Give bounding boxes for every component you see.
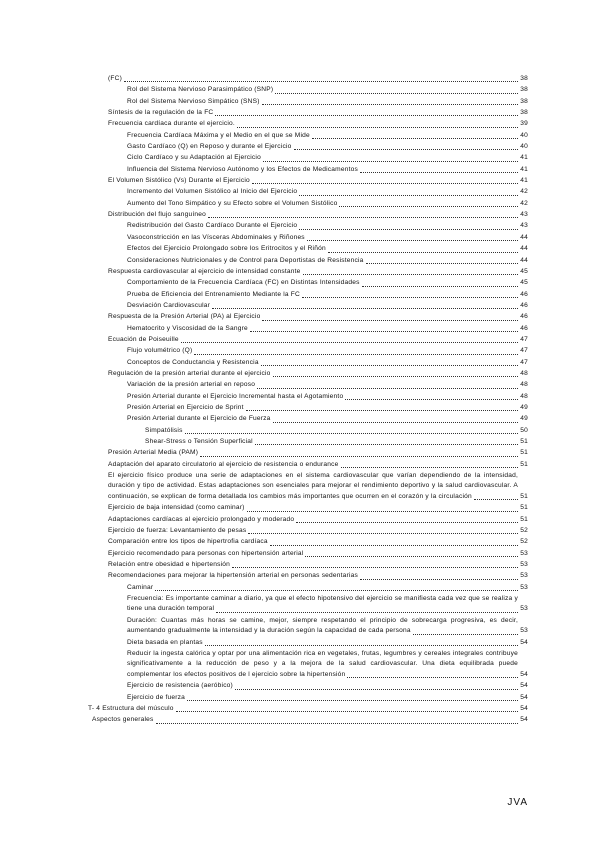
toc-entry[interactable] (0, 84, 600, 95)
toc-page-number: 46 (519, 300, 528, 311)
toc-page-number: 51 (519, 459, 528, 470)
toc-page-number: 54 (519, 670, 528, 680)
toc-page-number: 38 (519, 96, 528, 107)
toc-page-number: 53 (519, 582, 528, 593)
toc-entry-title: Adaptaciones cardíacas al ejercicio prolongado y moderado (108, 515, 295, 523)
toc-entry[interactable] (0, 220, 600, 231)
toc-dot-leader (262, 104, 520, 105)
toc-page-number: 54 (519, 637, 528, 648)
toc-dot-leader (255, 444, 520, 445)
toc-dot-leader (156, 723, 520, 724)
toc-page-number: 41 (519, 164, 528, 175)
toc-entry[interactable] (0, 175, 600, 186)
toc-entry[interactable] (0, 471, 600, 502)
toc-entry-title: Respuesta cardiovascular al ejercicio de intensidad constante (108, 267, 301, 275)
toc-dot-leader (212, 308, 520, 309)
toc-entry-title: Efectos del Ejercicio Prolongado sobre los Eritrocitos y el Riñón (127, 245, 326, 253)
toc-entry[interactable] (0, 548, 600, 559)
toc-page-number: 51 (519, 502, 528, 513)
toc-dot-leader (296, 522, 520, 523)
toc-dot-leader (413, 634, 520, 635)
toc-dot-leader (362, 286, 520, 287)
toc-page-number: 47 (519, 357, 528, 368)
toc-entry-title: Presión Arterial durante el Ejercicio Incremental hasta el Agotamiento (127, 392, 344, 400)
toc-dot-leader (200, 456, 520, 457)
toc-entry[interactable] (0, 266, 600, 277)
toc-entry-title: Aumento del Tono Simpático y su Efecto sobre el Volumen Sistólico (127, 199, 338, 207)
toc-entry-title: Distribución del flujo sanguíneo (108, 211, 207, 219)
toc-page-number: 52 (519, 536, 528, 547)
toc-page-number: 53 (519, 559, 528, 570)
toc-page-number: 48 (519, 379, 528, 390)
toc-page-number: 54 (519, 703, 528, 714)
toc-entry-title: Ejercicio de fuerza (127, 693, 186, 701)
toc-entry-title: Síntesis de la regulación de la FC (108, 109, 214, 117)
toc-dot-leader (294, 149, 521, 150)
toc-entry-title: Aspectos generales (92, 716, 154, 724)
toc-page-number: 44 (519, 243, 528, 254)
toc-entry-title: Ciclo Cardíaco y su Adaptación al Ejercicio (127, 154, 261, 162)
toc-page-number: 47 (519, 345, 528, 356)
toc-entry[interactable] (0, 243, 600, 254)
toc-page-number: 38 (519, 73, 528, 84)
toc-entry-title: Caminar (127, 583, 154, 591)
footer-initials: JVA (507, 797, 528, 808)
toc-entry-title: Rol del Sistema Nervioso Simpático (SNS) (127, 97, 260, 105)
toc-page-number: 54 (519, 680, 528, 691)
toc-page-number: 48 (519, 368, 528, 379)
toc-dot-leader (246, 410, 520, 411)
toc-entry[interactable] (0, 594, 600, 615)
toc-entry-title: Reducir la ingesta calórica y optar por una alimentación rica en vegetales, frutas, legumbres y cereales integrales contribuye significativamente a la reducción de peso y a la mejora de la salud cardiovascular. Una dieta equilibrada puede complementar los efectos positivos de l ejercicio sobre la hipertensión (127, 649, 518, 678)
toc-entry[interactable] (0, 459, 600, 470)
toc-entry-title: Ecuación de Poiseuille (108, 335, 179, 343)
toc-entry[interactable] (0, 425, 600, 436)
toc-entry[interactable] (0, 582, 600, 593)
toc-entry-title: Dieta basada en plantas (127, 638, 203, 646)
toc-entry[interactable] (0, 164, 600, 175)
toc-entry-title: Presión Arterial durante el Ejercicio de Fuerza (127, 415, 271, 423)
toc-entry[interactable] (0, 402, 600, 413)
toc-entry-title: El ejercicio físico produce una serie de adaptaciones en el sistema cardiovascular que varían dependiendo de la intensidad, duración y tipo de actividad. Estas adaptaciones son esenciales para mejorar el rendimiento deportivo y la salud cardiovascular. A continuación, se explican de forma detallada los cambios más importantes que ocurren en el corazón y la circulación (108, 472, 518, 500)
toc-page-number: 49 (519, 413, 528, 424)
toc-entry-title: Regulación de la presión arterial durante el ejercicio (108, 369, 271, 377)
toc-entry[interactable] (0, 209, 600, 220)
toc-entry-title: Rol del Sistema Nervioso Parasimpático (SNP) (127, 86, 274, 94)
toc-dot-leader (347, 677, 520, 678)
toc-dot-leader (366, 263, 520, 264)
toc-page-number: 54 (519, 692, 528, 703)
toc-entry-title: Consideraciones Nutricionales y de Control para Deportistas de Resistencia (127, 256, 364, 264)
toc-dot-leader (261, 365, 520, 366)
toc-entry[interactable] (0, 703, 600, 714)
toc-entry[interactable] (0, 436, 600, 447)
toc-page-number: 39 (519, 118, 528, 129)
toc-page-number: 38 (519, 84, 528, 95)
toc-dot-leader (328, 252, 520, 253)
toc-dot-leader (307, 240, 520, 241)
toc-dot-leader (248, 533, 520, 534)
toc-entry-title: Frecuencia: Es importante caminar a diario, ya que el efecto hipotensivo del ejercicio se manifiesta cada vez que se realiza y tiene una duración temporal (127, 595, 518, 613)
toc-entry-title: Respuesta de la Presión Arterial (PA) al Ejercicio (108, 313, 261, 321)
toc-entry[interactable] (0, 130, 600, 141)
toc-entry-title: Redistribución del Gasto Cardíaco Durante el Ejercicio (127, 222, 298, 230)
toc-entry-title: Simpatólisis (145, 426, 183, 434)
toc-entry-title: Recomendaciones para mejorar la hipertensión arterial en personas sedentarias (108, 572, 358, 580)
toc-entry[interactable] (0, 714, 600, 725)
toc-entry[interactable] (0, 379, 600, 390)
toc-dot-leader (273, 376, 520, 377)
toc-entry[interactable] (0, 368, 600, 379)
toc-dot-leader (187, 700, 520, 701)
toc-page-number: 42 (519, 198, 528, 209)
toc-dot-leader (275, 93, 520, 94)
toc-dot-leader (235, 689, 520, 690)
toc-entry[interactable] (0, 323, 600, 334)
toc-page-number: 46 (519, 289, 528, 300)
table-of-contents (0, 73, 600, 726)
toc-dot-leader (360, 579, 520, 580)
toc-entry-title: Vasoconstricción en las Vísceras Abdominales y Riñones (127, 233, 305, 241)
toc-dot-leader (474, 499, 520, 500)
toc-page-number: 53 (519, 570, 528, 581)
toc-page-number: 40 (519, 141, 528, 152)
toc-entry[interactable] (0, 96, 600, 107)
toc-entry[interactable] (0, 692, 600, 703)
toc-entry[interactable] (0, 616, 600, 637)
toc-entry[interactable] (0, 255, 600, 266)
toc-dot-leader (263, 161, 520, 162)
toc-entry[interactable] (0, 345, 600, 356)
toc-page-number: 54 (519, 714, 528, 725)
toc-page-number: 49 (519, 402, 528, 413)
toc-entry-title: Ejercicio de baja intensidad (como caminar) (108, 504, 245, 512)
toc-entry[interactable] (0, 334, 600, 345)
toc-entry-title: Gasto Cardíaco (Q) en Reposo y durante el Ejercicio (127, 143, 292, 151)
toc-page-number: 43 (519, 209, 528, 220)
toc-entry[interactable] (0, 357, 600, 368)
toc-page-number: 48 (519, 391, 528, 402)
toc-entry[interactable] (0, 311, 600, 322)
toc-page-number: 41 (519, 175, 528, 186)
toc-dot-leader (299, 229, 520, 230)
toc-page-number: 47 (519, 334, 528, 345)
toc-entry[interactable] (0, 118, 600, 129)
toc-page-number: 51 (519, 514, 528, 525)
toc-entry[interactable] (0, 289, 600, 300)
toc-dot-leader (215, 115, 520, 116)
toc-page-number: 45 (519, 266, 528, 277)
toc-dot-leader (185, 433, 520, 434)
toc-dot-leader (194, 354, 520, 355)
toc-entry-title: Comparación entre los tipos de hipertrofia cardíaca (108, 538, 268, 546)
toc-dot-leader (208, 217, 520, 218)
toc-entry-title: Hematocrito y Viscosidad de la Sangre (127, 324, 248, 332)
toc-entry[interactable] (0, 391, 600, 402)
toc-entry-title: Influencia del Sistema Nervioso Autónomo y los Efectos de Medicamentos (127, 165, 358, 173)
toc-entry-title: Flujo volumétrico (Q) (127, 347, 193, 355)
toc-entry-title: Comportamiento de la Frecuencia Cardíaca (FC) en Distintas Intensidades (127, 279, 360, 287)
toc-entry-title: El Volumen Sistólico (Vs) Durante el Ejercicio (108, 177, 250, 185)
toc-dot-leader (257, 388, 520, 389)
toc-page-number: 44 (519, 232, 528, 243)
toc-entry[interactable] (0, 447, 600, 458)
toc-dot-leader (360, 172, 520, 173)
toc-entry-title: T- 4 Estructura del músculo (88, 704, 174, 712)
toc-entry-title: Ejercicio de resistencia (aeróbico) (127, 682, 233, 690)
toc-entry[interactable] (0, 680, 600, 691)
toc-page-number: 46 (519, 311, 528, 322)
toc-dot-leader (124, 81, 520, 82)
toc-entry[interactable] (0, 514, 600, 525)
toc-dot-leader (302, 297, 520, 298)
toc-dot-leader (341, 467, 520, 468)
toc-entry-title: Incremento del Volumen Sistólico al Inicio del Ejercicio (127, 188, 298, 196)
toc-entry[interactable] (0, 152, 600, 163)
toc-entry[interactable] (0, 649, 600, 680)
toc-entry-title: Duración: Cuantas más horas se camine, mejor, siempre respetando el principio de sobrecarga progresiva, es decir, aumentando gradualmente la intensidad y la duración según la capacidad de cada persona (127, 616, 518, 635)
toc-dot-leader (299, 195, 520, 196)
toc-dot-leader (252, 183, 520, 184)
toc-dot-leader (305, 556, 520, 557)
toc-entry[interactable] (0, 536, 600, 547)
toc-dot-leader (247, 511, 520, 512)
toc-entry-title: Frecuencia Cardíaca Máxima y el Medio en el que se Mide (127, 131, 310, 139)
toc-dot-leader (262, 320, 520, 321)
toc-page-number: 41 (519, 152, 528, 163)
toc-page-number: 51 (519, 447, 528, 458)
toc-dot-leader (303, 274, 520, 275)
toc-dot-leader (205, 645, 520, 646)
toc-entry-title: Conceptos de Conductancia y Resistencia (127, 358, 259, 366)
toc-page-number: 46 (519, 323, 528, 334)
toc-entry[interactable] (0, 300, 600, 311)
toc-dot-leader (237, 127, 520, 128)
toc-entry-title: Prueba de Eficiencia del Entrenamiento Mediante la FC (127, 290, 300, 298)
toc-dot-leader (155, 590, 520, 591)
toc-dot-leader (176, 711, 520, 712)
toc-dot-leader (216, 612, 520, 613)
toc-page-number: 52 (519, 525, 528, 536)
toc-entry-title: Presión Arterial Media (PAM) (108, 449, 199, 457)
toc-entry[interactable] (0, 277, 600, 288)
toc-page-number: 50 (519, 425, 528, 436)
toc-dot-leader (339, 206, 520, 207)
toc-entry[interactable] (0, 198, 600, 209)
toc-entry[interactable] (0, 559, 600, 570)
toc-entry-title: Desviación Cardiovascular (127, 301, 211, 309)
toc-entry[interactable] (0, 502, 600, 513)
toc-dot-leader (345, 399, 520, 400)
toc-dot-leader (312, 138, 520, 139)
toc-entry[interactable] (0, 525, 600, 536)
toc-entry[interactable] (0, 637, 600, 648)
toc-page-number: 44 (519, 255, 528, 266)
toc-dot-leader (273, 422, 520, 423)
toc-entry-title: Relación entre obesidad e hipertensión (108, 560, 230, 568)
toc-page-number: 45 (519, 277, 528, 288)
toc-page-number: 53 (519, 548, 528, 559)
toc-entry[interactable] (0, 570, 600, 581)
toc-page-number: 53 (519, 626, 528, 636)
toc-page-number: 53 (519, 604, 528, 614)
toc-entry-title: (FC) (108, 75, 122, 82)
toc-dot-leader (232, 567, 520, 568)
toc-page-number: 51 (519, 436, 528, 447)
toc-entry[interactable] (0, 413, 600, 424)
toc-entry[interactable] (0, 107, 600, 118)
toc-page-number: 43 (519, 220, 528, 231)
toc-entry[interactable] (0, 232, 600, 243)
toc-entry-title: Shear-Stress o Tensión Superficial (145, 438, 253, 445)
toc-entry-title: Variación de la presión arterial en reposo (127, 381, 256, 389)
toc-dot-leader (250, 331, 520, 332)
toc-entry-title: Frecuencia cardíaca durante el ejercicio. (108, 120, 235, 128)
toc-page-number: 40 (519, 130, 528, 141)
toc-dot-leader (181, 342, 520, 343)
toc-entry-title: Presión Arterial en Ejercicio de Sprint (127, 403, 244, 411)
toc-page-number: 51 (519, 492, 528, 502)
toc-entry-title: Adaptación del aparato circulatorio al ejercicio de resistencia o endurance (108, 460, 339, 468)
toc-entry[interactable] (0, 73, 600, 84)
toc-page-number: 42 (519, 186, 528, 197)
toc-dot-leader (270, 545, 520, 546)
toc-entry[interactable] (0, 186, 600, 197)
toc-entry-title: Ejercicio recomendado para personas con hipertensión arterial (108, 549, 304, 557)
toc-entry-title: Ejercicio de fuerza: Levantamiento de pesas (108, 526, 247, 534)
toc-page-number: 38 (519, 107, 528, 118)
toc-entry[interactable] (0, 141, 600, 152)
